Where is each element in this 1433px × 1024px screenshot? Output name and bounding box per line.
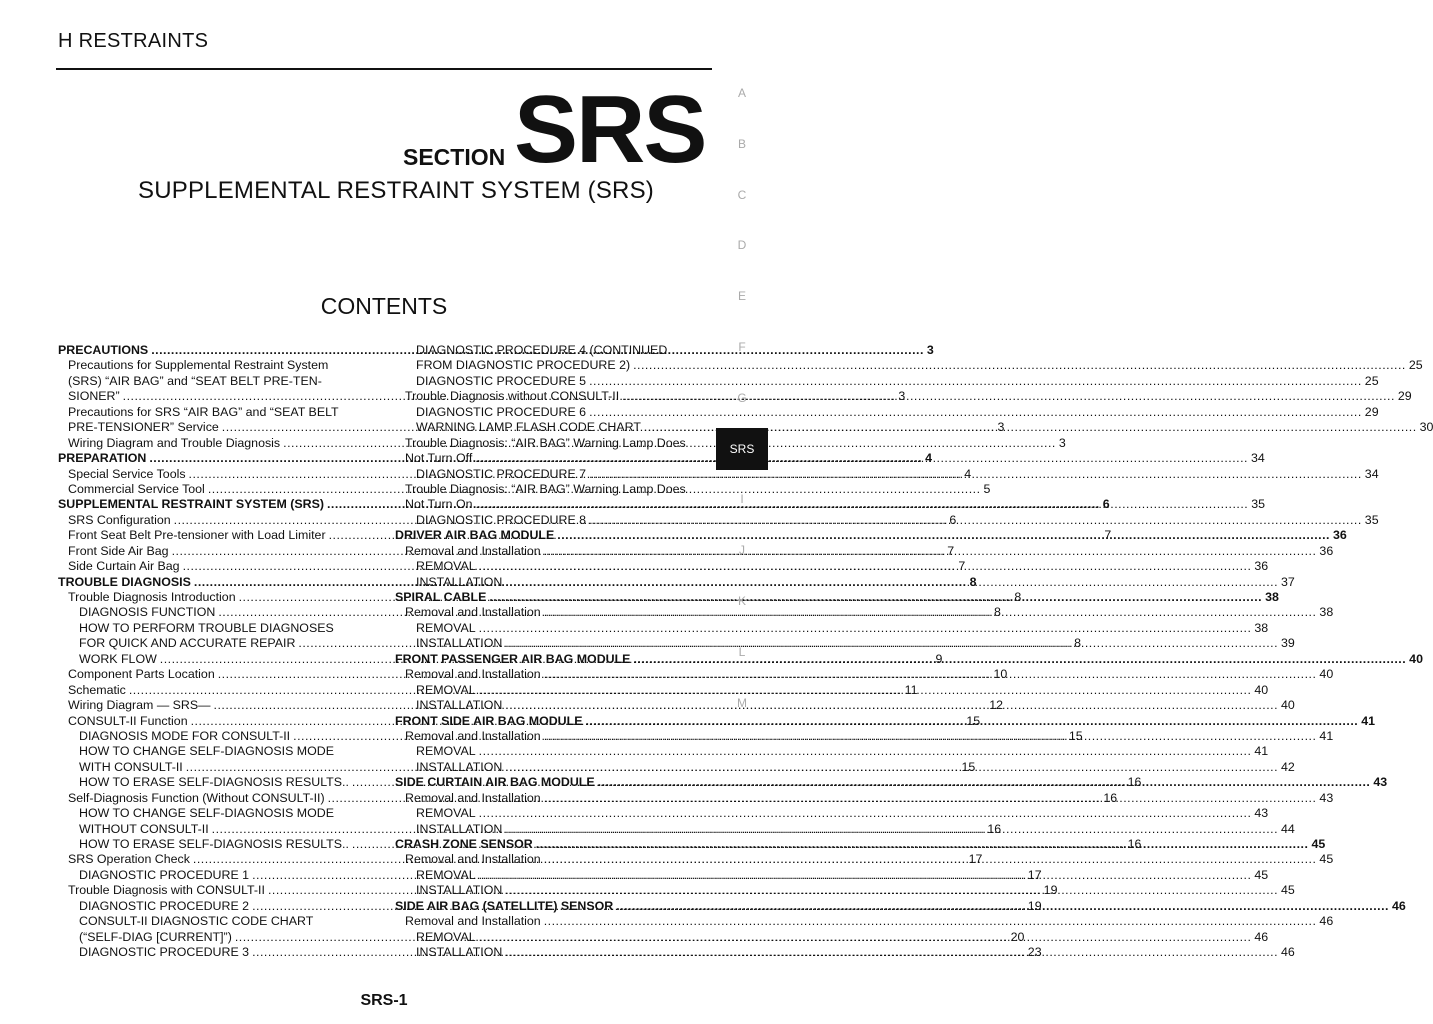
toc-entry-title: (“SELF-DIAG [CURRENT]”) — [79, 929, 232, 944]
toc-entry-title: SIDE AIR BAG (SATELLITE) SENSOR — [395, 898, 614, 913]
toc-entry-title: Not Turn On — [405, 497, 473, 512]
toc-leader-dots — [616, 899, 1389, 914]
section-tab-b[interactable]: B — [737, 136, 746, 151]
toc-entry[interactable] — [58, 621, 372, 636]
toc-entry-page: 3 — [1058, 435, 1066, 450]
toc-entry-title: INSTALLATION — [416, 883, 503, 898]
toc-entry-page: 19 — [1043, 883, 1058, 898]
header-rule — [56, 68, 712, 70]
toc-entry-title: Front Side Air Bag — [68, 543, 169, 558]
toc-leader-dots — [544, 729, 1317, 744]
toc-entry-title: Removal and Installation — [405, 728, 541, 743]
toc-entry-page: 20 — [1010, 929, 1025, 944]
toc-entry-page: 34 — [1364, 466, 1379, 481]
toc-entry-title: SIDE CURTAIN AIR BAG MODULE — [395, 775, 595, 790]
section-title: SUPPLEMENTAL RESTRAINT SYSTEM (SRS) — [138, 177, 654, 204]
toc-entry-title: SRS Operation Check — [68, 852, 190, 867]
toc-entry[interactable] — [58, 405, 372, 420]
toc-entry-title: REMOVAL — [416, 744, 476, 759]
toc-entry-page: 23 — [1027, 945, 1042, 960]
toc-entry-page: 38 — [1265, 590, 1279, 604]
toc-entry-page: 11 — [904, 682, 918, 697]
toc-entry-title: PREPARATION — [58, 451, 147, 466]
toc-entry-page: 29 — [1364, 404, 1379, 419]
toc-entry-title: DIAGNOSTIC PROCEDURE 4 (CONTINUED — [416, 343, 668, 357]
toc-entry-page: 30 — [1419, 420, 1433, 435]
toc-entry-title: DIAGNOSIS MODE FOR CONSULT-II — [79, 728, 291, 743]
toc-leader-dots — [479, 806, 1252, 821]
toc-leader-dots — [479, 559, 1252, 574]
toc-entry-title: INSTALLATION — [416, 759, 503, 774]
toc-entry-title: DIAGNOSTIC PROCEDURE 1 — [79, 867, 250, 882]
toc-entry-title: DIAGNOSTIC PROCEDURE 3 — [79, 945, 250, 960]
toc-entry-title: WORK FLOW — [79, 651, 157, 666]
toc-entry-page: 15 — [961, 759, 976, 774]
toc-leader-dots — [589, 467, 1362, 482]
toc-entry[interactable] — [58, 914, 372, 929]
toc-leader-dots — [505, 636, 1278, 651]
section-tab-k[interactable]: K — [737, 594, 746, 608]
toc-entry[interactable] — [395, 574, 1295, 590]
section-tab-f[interactable]: F — [738, 340, 746, 354]
toc-entry-page: 16 — [1127, 775, 1142, 790]
toc-entry-page: 36 — [1332, 528, 1347, 543]
toc-entry-page: 36 — [1319, 543, 1334, 558]
toc-entry-title: Not Turn Off — [405, 451, 473, 466]
toc-entry-title: Trouble Diagnosis: “AIR BAG” Warning Lamp Does — [405, 481, 686, 496]
toc-leader-dots — [505, 695, 1278, 713]
toc-entry-title: FRONT SIDE AIR BAG MODULE — [395, 713, 583, 728]
toc-entry-title: INSTALLATION — [416, 574, 503, 589]
toc-leader-dots — [544, 791, 1317, 806]
toc-entry-title: HOW TO CHANGE SELF-DIAGNOSIS MODE — [79, 744, 334, 759]
section-tab-m[interactable]: M — [737, 695, 747, 710]
toc-entry-title: HOW TO PERFORM TROUBLE DIAGNOSES — [79, 620, 334, 635]
toc-entry[interactable] — [395, 497, 1266, 512]
toc-entry-page: 41 — [1361, 713, 1375, 728]
toc-leader-dots — [589, 513, 1362, 528]
toc-entry-page: 46 — [1254, 929, 1269, 944]
page-number: SRS-1 — [360, 992, 408, 1009]
toc-entry[interactable] — [395, 636, 1295, 651]
toc-entry[interactable] — [58, 358, 372, 373]
toc-entry-page: 5 — [983, 481, 991, 496]
toc-entry[interactable] — [395, 620, 1269, 636]
toc-entry[interactable] — [395, 451, 1265, 466]
toc-entry-page: 35 — [1251, 497, 1266, 512]
toc-entry[interactable] — [395, 482, 710, 497]
toc-entry-page: 8 — [994, 605, 1001, 620]
toc-entry-page: 7 — [1104, 528, 1112, 543]
toc-entry[interactable] — [395, 590, 1279, 605]
toc-entry-title: Wiring Diagram and Trouble Diagnosis — [68, 435, 281, 450]
toc-entry-page: 17 — [968, 852, 983, 867]
toc-entry[interactable] — [395, 914, 1334, 929]
toc-entry-page: 25 — [1408, 358, 1423, 373]
toc-entry-title: FROM DIAGNOSTIC PROCEDURE 2) — [416, 358, 631, 373]
toc-entry-title: Removal and Installation — [405, 914, 541, 929]
toc-entry-title: Wiring Diagram — SRS— — [68, 698, 211, 713]
toc-entry-title: REMOVAL — [416, 682, 476, 697]
section-word: SECTION — [403, 144, 506, 170]
toc-leader-dots — [489, 590, 1262, 605]
toc-entry[interactable] — [395, 373, 1379, 389]
toc-entry-page: 43 — [1319, 790, 1334, 805]
toc-leader-dots — [479, 683, 1252, 698]
toc-entry-title: DIAGNOSTIC PROCEDURE 6 — [416, 404, 587, 419]
toc-entry-page: 46 — [1391, 898, 1406, 913]
toc-leader-dots — [505, 883, 1278, 898]
toc-entry-title: REMOVAL — [416, 559, 476, 574]
toc-leader-dots — [633, 358, 1406, 373]
toc-entry-page: 40 — [1319, 667, 1334, 682]
toc-entry-page: 38 — [1319, 605, 1334, 620]
toc-entry[interactable] — [395, 559, 1269, 574]
toc-entry-title: Trouble Diagnosis Introduction — [68, 590, 236, 604]
toc-entry[interactable] — [395, 466, 1379, 482]
toc-entry-title: CRASH ZONE SENSOR — [395, 837, 533, 851]
toc-entry-page: 46 — [1319, 914, 1334, 929]
contents-heading: CONTENTS — [320, 293, 448, 319]
toc-entry-title: DIAGNOSTIC PROCEDURE 7 — [416, 466, 587, 481]
toc-entry-page: 15 — [966, 713, 981, 728]
toc-entry-title: TROUBLE DIAGNOSIS — [58, 574, 191, 589]
toc-entry-title: REMOVAL — [416, 867, 476, 882]
section-tab-i[interactable]: I — [740, 492, 744, 507]
toc-entry-title: HOW TO ERASE SELF-DIAGNOSIS RESULTS.. — [79, 775, 349, 790]
toc-leader-dots — [589, 374, 1362, 389]
toc-leader-dots — [536, 837, 1309, 852]
toc-entry-page: 6 — [949, 512, 957, 527]
toc-leader-dots — [505, 575, 1278, 590]
toc-entry-title: PRE-TENSIONER” Service — [68, 420, 219, 435]
toc-entry-page: 16 — [1127, 837, 1142, 851]
toc-entry-title: REMOVAL — [416, 929, 476, 944]
toc-entry-page: 42 — [1281, 759, 1295, 774]
toc-entry-page: 37 — [1281, 574, 1295, 589]
toc-entry[interactable] — [395, 605, 1334, 620]
toc-entry-title: Precautions for SRS “AIR BAG” and “SEAT BELT — [68, 404, 339, 419]
toc-leader-dots — [505, 945, 1278, 960]
toc-entry[interactable] — [395, 744, 1269, 759]
toc-leader-dots — [544, 605, 1317, 620]
toc-entry-title: DIAGNOSTIC PROCEDURE 8 — [416, 512, 587, 527]
toc-leader-dots — [476, 497, 1249, 512]
toc-leader-dots — [544, 914, 1317, 929]
toc-leader-dots — [479, 744, 1252, 759]
toc-entry-page: 45 — [1254, 867, 1269, 882]
toc-entry-page: 19 — [1027, 898, 1042, 913]
toc-entry-title: WITH CONSULT-II — [79, 759, 183, 774]
section-tab-c[interactable]: C — [737, 187, 747, 202]
toc-leader-dots — [505, 822, 1278, 837]
toc-entry-page: 36 — [1254, 559, 1269, 574]
toc-entry[interactable] — [395, 420, 1433, 435]
toc-entry-page: 41 — [1319, 728, 1334, 743]
toc-entry-title: INSTALLATION — [416, 945, 503, 960]
toc-entry-title: CONSULT-II DIAGNOSTIC CODE CHART — [79, 914, 314, 929]
toc-entry-title: DIAGNOSIS FUNCTION — [79, 605, 216, 620]
toc-entry-page: 7 — [947, 543, 955, 558]
toc-entry-title: Trouble Diagnosis without CONSULT-II — [405, 389, 620, 404]
toc-entry[interactable] — [395, 389, 1412, 404]
toc-entry-title: Side Curtain Air Bag — [68, 559, 180, 574]
toc-entry-page: 9 — [935, 651, 943, 666]
toc-entry[interactable] — [395, 651, 1423, 667]
toc-entry-page: 45 — [1311, 837, 1326, 851]
section-tab-a[interactable]: A — [737, 86, 746, 100]
section-tab-e[interactable]: E — [737, 289, 746, 304]
toc-leader-dots — [544, 544, 1317, 559]
toc-entry-page: 7 — [958, 559, 966, 574]
toc-entry-title: Removal and Installation — [405, 543, 541, 558]
toc-entry-title: WITHOUT CONSULT-II — [79, 821, 209, 836]
toc-entry-title: SRS Configuration — [68, 512, 171, 527]
toc-entry-title: SIONER” — [68, 389, 120, 404]
toc-entry[interactable] — [395, 528, 1347, 543]
toc-entry-page: 4 — [964, 466, 972, 481]
toc-leader-dots — [479, 868, 1252, 883]
toc-entry-page: 15 — [1068, 728, 1083, 743]
toc-entry[interactable] — [395, 358, 1423, 373]
toc-entry[interactable] — [395, 543, 1334, 559]
toc-entry[interactable] — [395, 436, 710, 451]
toc-entry[interactable] — [395, 404, 1379, 420]
toc-entry[interactable] — [395, 806, 1269, 821]
toc-entry-title: FOR QUICK AND ACCURATE REPAIR — [79, 636, 296, 651]
toc-entry-title: HOW TO CHANGE SELF-DIAGNOSIS MODE — [79, 806, 334, 821]
toc-entry-title: DRIVER AIR BAG MODULE — [395, 528, 555, 543]
section-tab-g[interactable]: G — [737, 390, 747, 405]
toc-entry[interactable] — [58, 374, 372, 389]
toc-entry-title: DIAGNOSTIC PROCEDURE 2 — [79, 898, 250, 913]
section-code: SRS — [514, 76, 706, 183]
toc-entry-page: 40 — [1281, 698, 1295, 713]
toc-entry-page: 16 — [1103, 790, 1118, 805]
toc-entry-title: CONSULT-II Function — [68, 713, 188, 728]
toc-entry-title: REMOVAL — [416, 620, 476, 635]
toc-entry-page: 45 — [1319, 852, 1334, 867]
toc-entry-page: 45 — [1281, 883, 1295, 898]
toc-entry-title: Commercial Service Tool — [68, 481, 205, 496]
toc-entry-title: PRECAUTIONS — [58, 343, 149, 357]
toc-entry-page: 40 — [1409, 651, 1423, 666]
toc-entry-title: DIAGNOSTIC PROCEDURE 5 — [416, 373, 587, 388]
toc-entry-title: Schematic — [68, 682, 126, 697]
toc-leader-dots — [505, 760, 1278, 775]
toc-leader-dots — [589, 405, 1362, 420]
toc-entry-page: 6 — [1102, 497, 1110, 512]
toc-leader-dots — [598, 775, 1371, 790]
toc-entry-title: Precautions for Supplemental Restraint System — [68, 358, 329, 373]
toc-leader-dots — [544, 667, 1317, 682]
toc-entry-title: INSTALLATION — [416, 698, 503, 713]
toc-entry-page: 8 — [1074, 636, 1082, 651]
toc-leader-dots — [475, 451, 1248, 466]
toc-entry-title: Component Parts Location — [68, 667, 215, 682]
toc-leader-dots — [557, 528, 1330, 543]
toc-entry-page: 43 — [1373, 775, 1388, 790]
toc-entry-page: 43 — [1254, 806, 1269, 821]
toc-entry-title: HOW TO ERASE SELF-DIAGNOSIS RESULTS.. — [79, 837, 349, 851]
toc-entry-title: Special Service Tools — [68, 466, 186, 481]
toc-entry-page: 44 — [1281, 821, 1295, 836]
toc-entry-title: Removal and Installation — [405, 667, 541, 682]
toc-leader-dots — [544, 852, 1317, 867]
toc-entry-page: 46 — [1281, 945, 1295, 960]
toc-entry-page: 35 — [1364, 512, 1379, 527]
toc-entry[interactable] — [58, 744, 372, 759]
toc-entry[interactable] — [58, 806, 372, 821]
section-tab-l[interactable]: L — [738, 644, 746, 659]
toc-entry-title: Removal and Installation — [405, 852, 541, 867]
toc-entry-title: SPIRAL CABLE — [395, 590, 487, 604]
toc-entry-title: REMOVAL — [416, 806, 476, 821]
toc-entry-page: 3 — [997, 420, 1005, 435]
toc-entry-title: Front Seat Belt Pre-tensioner with Load Limiter — [68, 528, 326, 543]
toc-entry[interactable] — [395, 343, 710, 358]
toc-leader-dots — [479, 930, 1252, 945]
toc-entry-page: 29 — [1397, 389, 1412, 404]
toc-entry-title: SUPPLEMENTAL RESTRAINT SYSTEM (SRS) — [58, 497, 324, 512]
toc-entry-title: Trouble Diagnosis with CONSULT-II — [68, 883, 265, 898]
chapter-header: H RESTRAINTS — [58, 30, 209, 52]
toc-entry-page: 3 — [898, 389, 906, 404]
section-tab-j[interactable]: J — [739, 543, 745, 558]
section-tab-srs[interactable]: SRS — [716, 428, 768, 470]
toc-entry-title: FRONT PASSENGER AIR BAG MODULE — [395, 651, 631, 666]
toc-entry-page: 8 — [1014, 590, 1022, 604]
toc-entry-title: INSTALLATION — [416, 821, 503, 836]
toc-entry-page: 8 — [969, 574, 977, 589]
toc-entry-page: 40 — [1254, 682, 1269, 697]
toc-entry-page: 34 — [1251, 451, 1265, 466]
toc-entry-page: 3 — [926, 343, 934, 357]
toc-entry-page: 25 — [1364, 373, 1379, 388]
toc-entry-page: 4 — [925, 451, 932, 466]
toc-entry-title: Removal and Installation — [405, 605, 541, 620]
toc-entry-page: 38 — [1254, 620, 1269, 635]
toc-entry-title: Self-Diagnosis Function (Without CONSULT-II) — [68, 790, 325, 805]
toc-entry[interactable] — [395, 512, 1379, 528]
section-tab-d[interactable]: D — [737, 238, 747, 253]
toc-entry-page: 12 — [989, 698, 1004, 713]
toc-entry-page: 16 — [987, 821, 1002, 836]
toc-entry-title: (SRS) “AIR BAG” and “SEAT BELT PRE-TEN- — [68, 373, 322, 388]
toc-entry-title: Trouble Diagnosis: “AIR BAG” Warning Lamp Does — [405, 435, 686, 450]
toc-entry-page: 10 — [993, 667, 1008, 682]
toc-entry-page: 41 — [1254, 744, 1269, 759]
toc-entry-page: 39 — [1281, 636, 1295, 651]
toc-entry-title: Removal and Installation — [405, 790, 541, 805]
toc-entry-title: WARNING LAMP FLASH CODE CHART — [416, 420, 641, 435]
toc-leader-dots — [479, 621, 1252, 636]
toc-leader-dots — [585, 714, 1358, 729]
toc-entry-title: INSTALLATION — [416, 636, 503, 651]
toc-entry-page: 17 — [1027, 867, 1042, 882]
